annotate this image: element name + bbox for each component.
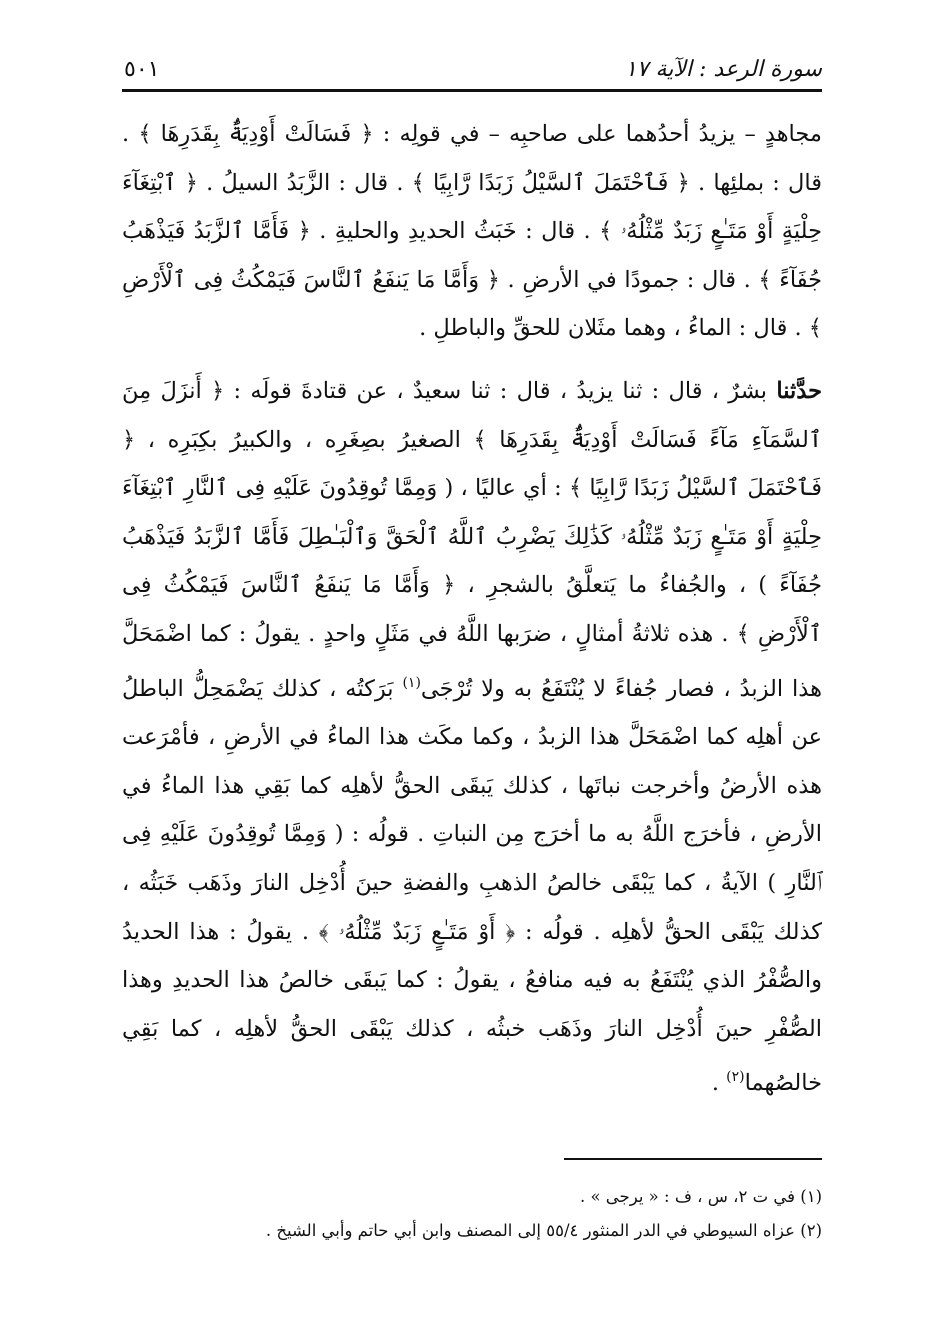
paragraph-2-end: . <box>711 1070 727 1097</box>
running-title: سورة الرعد : الآية ١٧ <box>624 57 822 82</box>
footnote-mark-1: (١) <box>402 674 421 691</box>
footnotes <box>122 1180 822 1248</box>
footnote-1: (١) في ت ٢، س ، ف : « يرجى » . <box>579 1187 822 1206</box>
paragraph-1: مجاهدٍ – يزيدُ أحدُهما على صاحبِه – في قولِه : ﴿ فَسَالَتْ أَوْدِيَةٌۢ بِقَدَرِهَا ﴾ . قال : بملئِها . ﴿ فَٱحْتَمَلَ ٱلسَّيْلُ زَبَدًا رَّابِيًا ﴾ . قال : الزَّبَدُ السيلُ . ﴿ ٱبْتِغَآءَ حِلْيَةٍ أَوْ مَتَـٰعٍ زَبَدٌ مِّثْلُهُۥ ﴾ . قال : خَبَثُ الحديدِ والحليةِ . ﴿ فَأَمَّا ٱلزَّبَدُ فَيَذْهَبُ جُفَآءً ﴾ . قال : جمودًا في الأرضِ . ﴿ وَأَمَّا مَا يَنفَعُ ٱلنَّاسَ فَيَمْكُثُ فِى ٱلْأَرْضِ ﴾ . قال : الماءُ ، وهما مثَلان للحقِّ والباطلِ . <box>122 121 822 342</box>
paragraph-2-text-a: بشرٌ ، قال : ثنا يزيدُ ، قال : ثنا سعيدٌ ، عن قتادةَ قولَه : ﴿ أَنزَلَ مِنَ ٱلسَّمَآءِ مَآءً فَسَالَتْ أَوْدِيَةٌۢ بِقَدَرِهَا ﴾ الصغيرُ بصِغَرِه ، والكبيرُ بكِبَرِه ، ﴿ فَٱحْتَمَلَ ٱلسَّيْلُ زَبَدًا رَّابِيًا ﴾ : أي عاليًا ، ( وَمِمَّا تُوقِدُونَ عَلَيْهِ فِى ٱلنَّارِ ٱبْتِغَآءَ حِلْيَةٍ أَوْ مَتَـٰعٍ زَبَدٌ مِّثْلُهُۥ كَذَٰلِكَ يَضْرِبُ ٱللَّهُ ٱلْحَقَّ وَٱلْبَـٰطِلَ فَأَمَّا ٱلزَّبَدُ فَيَذْهَبُ جُفَآءً ) ، والجُفاءُ ما يَتعلَّقُ بالشجرِ ، ﴿ وَأَمَّا مَا يَنفَعُ ٱلنَّاسَ فَيَمْكُثُ فِى ٱلْأَرْضِ ﴾ . هذه ثلاثةُ أمثالٍ ، ضرَبها اللَّهُ في مَثَلٍ واحدٍ . يقولُ : كما اضْمَحَلَّ هذا الزبدُ ، فصار جُفاءً لا يُنْتَفَعُ به ولا تُرْجَى <box>122 377 822 702</box>
header-rule <box>122 89 822 92</box>
paragraph-2-lead: حدَّثنا <box>776 377 822 404</box>
paragraph-2-text-b: بَرَكتُه ، كذلك يَضْمَحِلُّ الباطلُ عن أهلِه كما اضْمَحَلَّ هذا الزبدُ ، وكما مكَث هذا الماءُ في الأرضِ ، فأمْرَعت هذه الأرضُ وأخرجت نباتَها ، كذلك يَبقَى الحقُّ لأهلِه كما بَقِي هذا الماءُ في الأرضِ ، فأخرَج اللَّهُ به ما أخرَج مِن النباتِ . قولُه : ( وَمِمَّا تُوقِدُونَ عَلَيْهِ فِى ٱلنَّارِ ) الآيةُ ، كما يَبْقَى خالصُ الذهبِ والفضةِ حينَ أُدْخِل النارَ وذَهَب خَبَثُه ، كذلك يَبْقَى الحقُّ لأهلِه . قولُه : ﴿ أَوْ مَتَـٰعٍ زَبَدٌ مِّثْلُهُۥ ﴾ . يقولُ : هذا الحديدُ والصُّفْرُ الذي يُنْتَفَعُ به فيه منافعُ ، يقولُ : كما يَبقَى خالصُ هذا الحديدِ وهذا الصُّفْرِ حينَ أُدْخِل النارَ وذَهَب خبثُه ، كذلك يَبْقَى الحقُّ لأهلِه ، كما بَقِي خالصُهما <box>122 675 822 1097</box>
footnote-rule <box>564 1158 822 1160</box>
running-header <box>124 40 822 82</box>
paragraph-2 <box>122 367 822 1108</box>
footnote-2: (٢) عزاه السيوطي في الدر المنثور ٥٥/٤ إلى المصنف وابن أبي حاتم وأبي الشيخ . <box>265 1221 822 1240</box>
page-number: ٥٠١ <box>124 57 160 82</box>
footnote-mark-2: (٢) <box>726 1069 745 1086</box>
main-text <box>122 110 822 1108</box>
